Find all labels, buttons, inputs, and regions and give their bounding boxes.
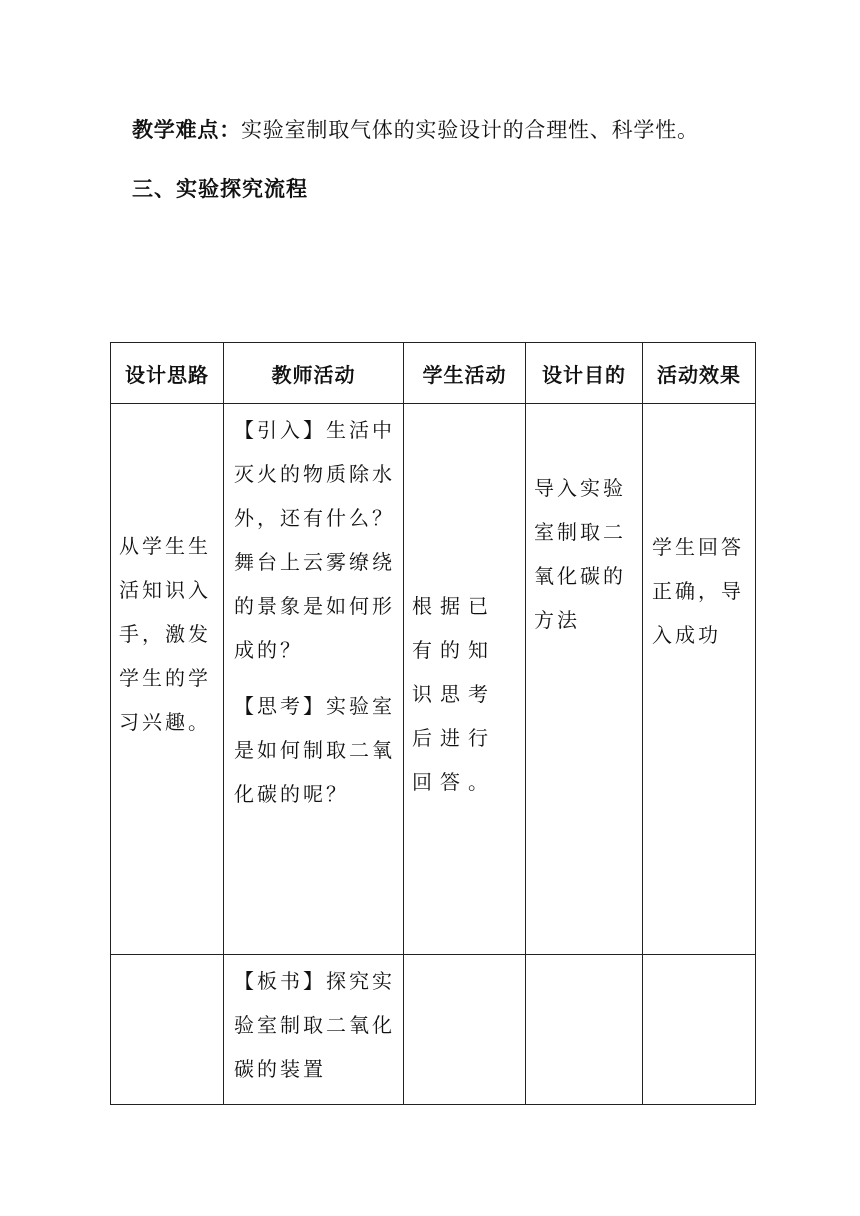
teaching-difficulty-line: [132, 114, 699, 144]
section-heading: 三、实验探究流程: [132, 177, 308, 201]
cell-design-idea: [111, 955, 224, 1105]
table-row: [111, 955, 756, 1105]
cell-design-purpose: 导入实验室制取二氧化碳的方法: [526, 404, 643, 955]
cell-teacher-activity: [224, 404, 404, 955]
cell-activity-effect: 学生回答正确，导入成功: [643, 404, 756, 955]
header-design-idea: 设计思路: [111, 343, 224, 404]
cell-design-idea: 从学生生活知识入手，激发学生的学习兴趣。: [111, 404, 224, 955]
experiment-flow-table: [110, 342, 756, 1105]
header-student-activity: 学生活动: [404, 343, 526, 404]
teaching-difficulty-text: 实验室制取气体的实验设计的合理性、科学性。: [241, 118, 699, 142]
teacher-activity-intro: 【引入】生活中灭火的物质除水外，还有什么？舞台上云雾缭绕的景象是如何形成的？: [234, 418, 395, 662]
header-activity-effect: 活动效果: [643, 343, 756, 404]
table-header-row: [111, 343, 756, 404]
cell-teacher-activity: 【板书】探究实验室制取二氧化碳的装置: [224, 955, 404, 1105]
teacher-activity-think: 【思考】实验室是如何制取二氧化碳的呢？: [234, 694, 395, 806]
header-design-purpose: 设计目的: [526, 343, 643, 404]
cell-student-activity: [404, 955, 526, 1105]
header-teacher-activity: 教师活动: [224, 343, 404, 404]
cell-student-activity: 根据已有的知识思考后进行回答。: [404, 404, 526, 955]
table-row: [111, 404, 756, 955]
teaching-difficulty-label: 教学难点：: [132, 118, 241, 142]
cell-activity-effect: [643, 955, 756, 1105]
cell-design-purpose: [526, 955, 643, 1105]
